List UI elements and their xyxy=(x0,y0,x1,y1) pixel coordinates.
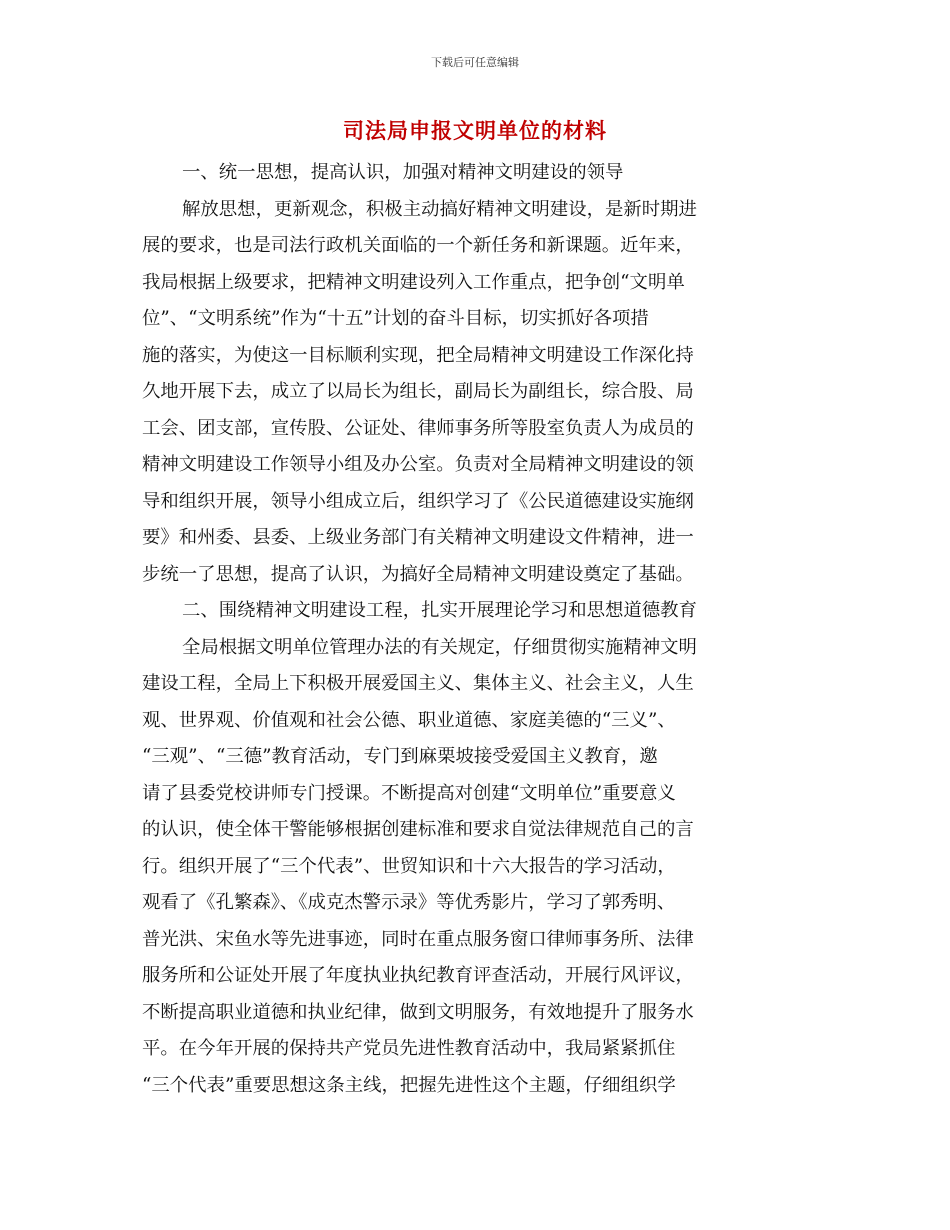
body-text-line: 施的落实，为使这一目标顺利实现，把全局精神文明建设工作深化持 xyxy=(142,344,694,366)
body-text-line: 精神文明建设工作领导小组及办公室。负责对全局精神文明建设的领 xyxy=(142,454,694,475)
body-text-line: 的认识，使全体干警能够根据创建标准和要求自觉法律规范自己的言 xyxy=(142,819,694,840)
body-text-line: 步统一了思想，提高了认识，为搞好全局精神文明建设奠定了基础。 xyxy=(142,563,694,585)
body-text-line: 二、围绕精神文明建设工程，扎实开展理论学习和思想道德教育 xyxy=(182,600,697,621)
body-text-line: 展的要求，也是司法行政机关面临的一个新任务和新课题。近年来， xyxy=(142,235,694,256)
body-text-line: 解放思想，更新观念，积极主动搞好精神文明建设，是新时期进 xyxy=(182,198,697,220)
body-text-line: 一、统一思想，提高认识，加强对精神文明建设的领导 xyxy=(182,162,624,183)
body-text-line: “三观”、“三德”教育活动，专门到麻栗坡接受爱国主义教育，邀 xyxy=(142,746,658,767)
body-text-line: 我局根据上级要求，把精神文明建设列入工作重点，把争创“文明单 xyxy=(142,271,685,293)
body-text-line: 要》和州委、县委、上级业务部门有关精神文明建设文件精神，进一 xyxy=(142,527,694,548)
body-text-line: 建设工程，全局上下积极开展爱国主义、集体主义、社会主义，人生 xyxy=(142,673,694,694)
body-text-line: 全局根据文明单位管理办法的有关规定，仔细贯彻实施精神文明 xyxy=(182,636,697,658)
body-text-line: 普光洪、宋鱼水等先进事迹，同时在重点服务窗口律师事务所、法律 xyxy=(142,928,694,950)
body-text-line: 服务所和公证处开展了年度执业执纪教育评查活动，开展行风评议， xyxy=(142,965,694,986)
body-text-line: 不断提高职业道德和执业纪律，做到文明服务，有效地提升了服务水 xyxy=(142,1001,694,1023)
body-text-line: “三个代表”重要思想这条主线，把握先进性这个主题，仔细组织学 xyxy=(142,1074,676,1096)
body-text-line: 行。组织开展了“三个代表”、世贸知识和十六大报告的学习活动， xyxy=(142,855,676,877)
body-text-line: 观看了《孔繁森》、《成克杰警示录》等优秀影片，学习了郭秀明、 xyxy=(142,892,676,913)
body-text-line: 平。在今年开展的保持共产党员先进性教育活动中，我局紧紧抓住 xyxy=(142,1038,676,1059)
document-title: 司法局申报文明单位的材料 xyxy=(343,119,607,143)
body-text-line: 久地开展下去，成立了以局长为组长，副局长为副组长，综合股、局 xyxy=(142,381,694,402)
document-body xyxy=(142,155,802,1104)
body-text-line: 观、世界观、价值观和社会公德、职业道德、家庭美德的“三义”、 xyxy=(142,709,676,731)
body-text-line: 工会、团支部，宣传股、公证处、律师事务所等股室负责人为成员的 xyxy=(142,417,694,439)
body-text-line: 导和组织开展，领导小组成立后，组织学习了《公民道德建设实施纲 xyxy=(142,490,694,512)
body-text-line: 请了县委党校讲师专门授课。不断提高对创建“文明单位”重要意义 xyxy=(142,782,676,804)
page-header-note: 下载后可任意编辑 xyxy=(431,56,519,69)
body-text-line: 位”、“文明系统”作为“十五”计划的奋斗目标，切实抓好各项措 xyxy=(142,308,649,329)
